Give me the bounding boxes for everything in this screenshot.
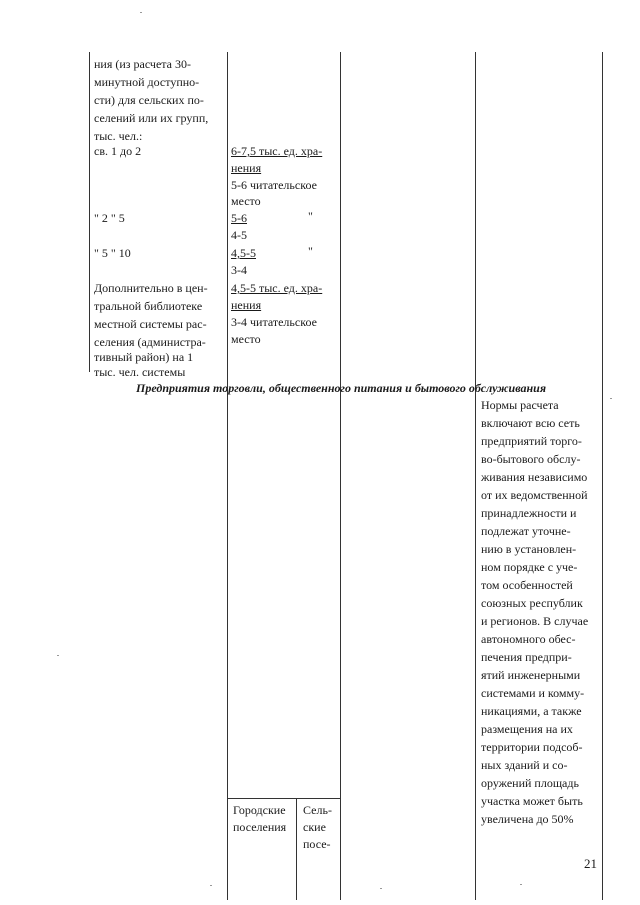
scan-speck (610, 398, 612, 399)
col1-row-2: " 2 " 5 (94, 211, 125, 225)
scan-speck (380, 888, 382, 889)
col2-r4-bottom-2: место (231, 332, 261, 346)
note-line-23: участка может быть (481, 794, 583, 808)
col4-right-border (602, 52, 603, 900)
col1-extra-line-2: тральной библиотеке (94, 299, 203, 313)
col1-extra-line-6: тыс. чел. системы (94, 365, 186, 379)
col2-r1-bottom-1: 5-6 читательское (231, 178, 317, 192)
col2-r1-top-2: нения (231, 161, 262, 175)
scan-speck (210, 885, 212, 886)
col2-r4-top-1: 4,5-5 тыс. ед. хра- (231, 281, 323, 295)
col2-r3-top: 4,5-5 (231, 246, 256, 260)
note-line-10: ном порядке с уче- (481, 560, 578, 574)
note-line-24: увеличена до 50% (481, 812, 574, 826)
col2-r3-ditto-mark: " (308, 244, 313, 258)
page-number: 21 (584, 856, 597, 871)
rural-settlements-line-3: посе- (303, 837, 331, 851)
note-line-17: системами и комму- (481, 686, 585, 700)
col2-r2-bottom: 4-5 (231, 228, 247, 242)
col1-desc-line-3: сти) для сельских по- (94, 93, 204, 107)
col1-desc-line-2: минутной доступно- (94, 75, 200, 89)
col1-row-1: св. 1 до 2 (94, 144, 142, 158)
note-line-6: от их ведомственной (481, 488, 588, 502)
col1-desc-line-5: тыс. чел.: (94, 129, 143, 143)
note-line-8: подлежат уточне- (481, 524, 571, 538)
sub-col-divider (296, 798, 297, 900)
scan-speck (520, 884, 522, 885)
note-line-1: Нормы расчета (481, 398, 559, 412)
col2-r4-top-2: нения (231, 298, 262, 312)
scan-speck (57, 655, 59, 656)
col2-r3-bottom: 3-4 (231, 263, 247, 277)
note-line-5: живания независимо (481, 470, 588, 484)
note-line-9: нию в установлен- (481, 542, 577, 556)
col1-right-border (227, 52, 228, 900)
note-line-16: ятий инженерными (481, 668, 581, 682)
note-line-13: и регионов. В случае (481, 614, 589, 628)
note-line-11: том особенностей (481, 578, 573, 592)
col2-r2-ditto-mark: " (308, 209, 313, 223)
note-line-7: принадлежности и (481, 506, 577, 520)
note-line-12: союзных республик (481, 596, 583, 610)
note-line-4: во-бытового обслу- (481, 452, 581, 466)
urban-settlements-line-1: Городские (233, 803, 286, 817)
note-line-19: размещения на их (481, 722, 573, 736)
col1-extra-line-5: тивный район) на 1 (94, 350, 194, 364)
col1-row-3: " 5 " 10 (94, 246, 131, 260)
col1-extra-line-3: местной системы рас- (94, 317, 207, 331)
section-heading: Предприятия торговли, общественного питания и бытового обслуживания (136, 381, 547, 395)
col1-extra-line-4: селения (администра- (94, 335, 206, 349)
scan-speck (140, 12, 142, 13)
note-line-14: автономного обес- (481, 632, 576, 646)
sub-header-line (227, 798, 340, 799)
rural-settlements-line-1: Сель- (303, 803, 332, 817)
note-line-2: включают всю сеть (481, 416, 580, 430)
note-line-22: оружений площадь (481, 776, 579, 790)
col2-r1-bottom-2: место (231, 194, 261, 208)
col3-right-border (475, 52, 476, 900)
col1-extra-line-1: Дополнительно в цен- (94, 281, 208, 295)
note-line-20: территории подсоб- (481, 740, 583, 754)
rural-settlements-line-2: ские (303, 820, 326, 834)
note-line-3: предприятий торго- (481, 434, 582, 448)
note-line-18: никациями, а также (481, 704, 582, 718)
col2-r1-top-1: 6-7,5 тыс. ед. хра- (231, 144, 323, 158)
col1-desc-line-4: селений или их групп, (94, 111, 209, 125)
note-line-15: печения предпри- (481, 650, 572, 664)
col1-left-border (89, 52, 90, 372)
urban-settlements-line-2: поселения (233, 820, 287, 834)
col2-r2-top: 5-6 (231, 211, 247, 225)
col2-r4-bottom-1: 3-4 читательское (231, 315, 317, 329)
col1-desc-line-1: ния (из расчета 30- (94, 57, 192, 71)
col2-right-border (340, 52, 341, 900)
note-line-21: ных зданий и со- (481, 758, 568, 772)
